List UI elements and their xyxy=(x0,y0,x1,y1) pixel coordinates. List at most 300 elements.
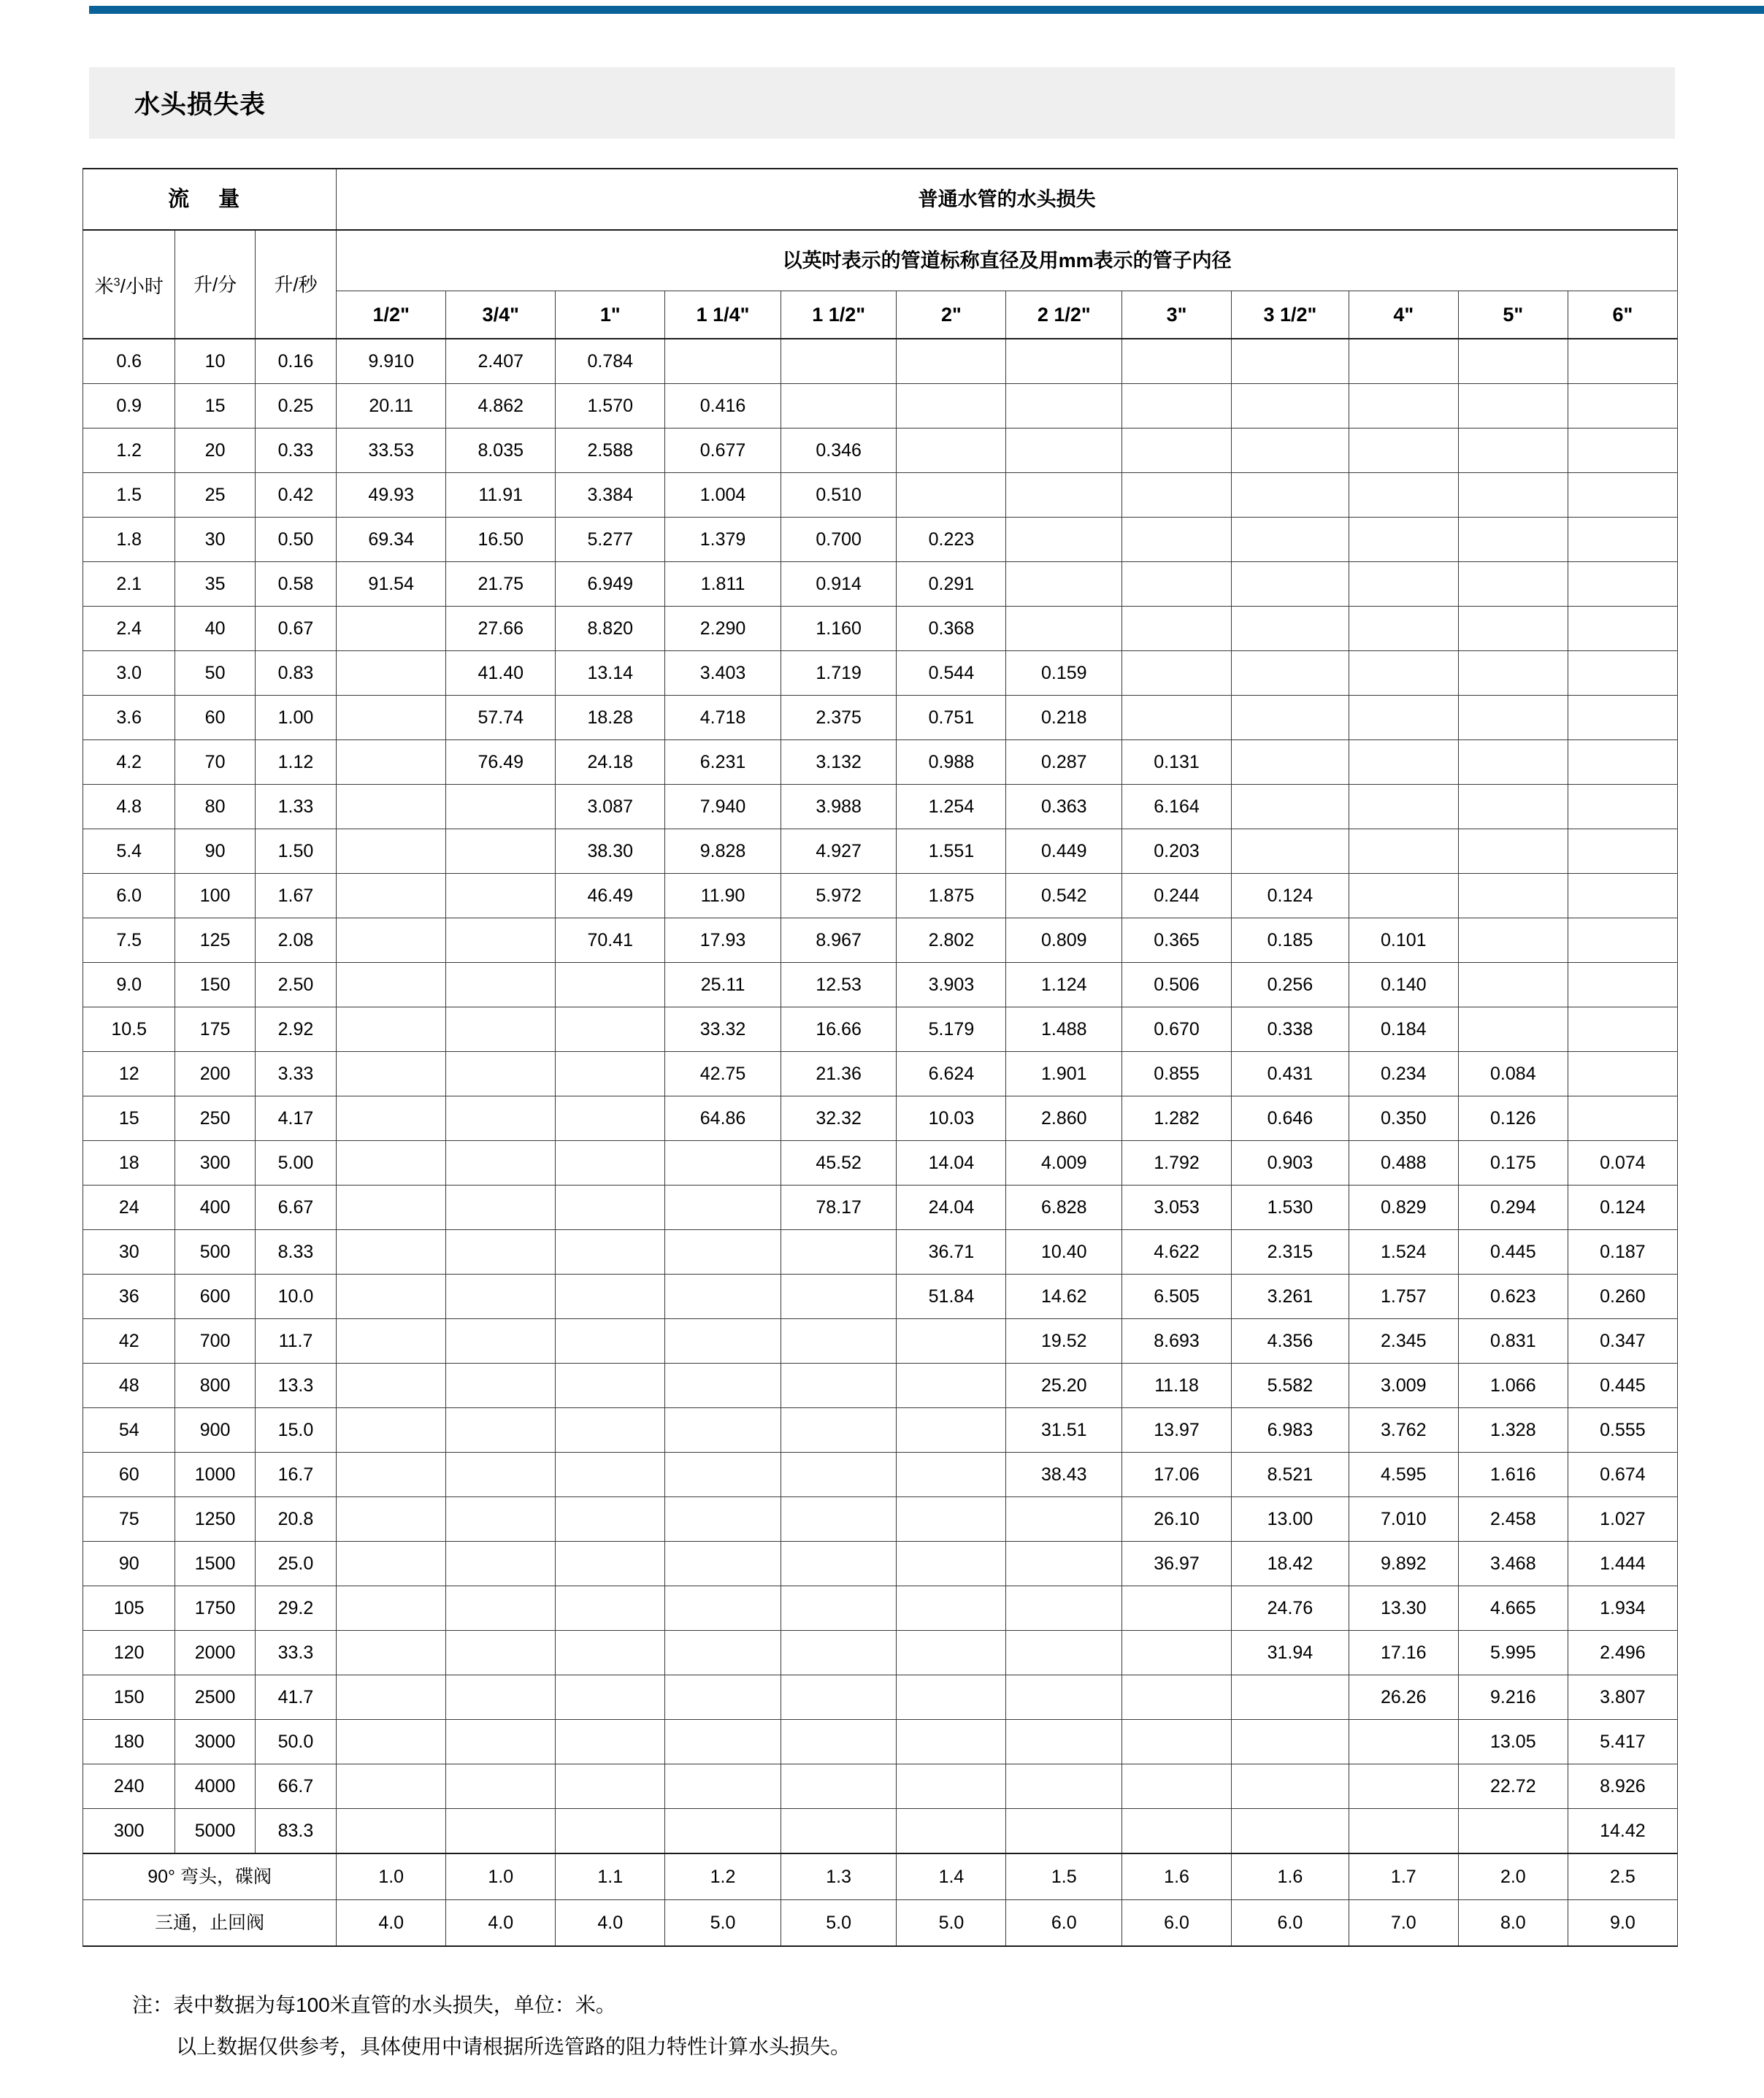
cell-loss-3 xyxy=(1122,1631,1232,1675)
table-row xyxy=(83,339,1678,384)
table-row xyxy=(83,1809,1678,1854)
cell-fitting-4: 7.0 xyxy=(1349,1900,1458,1947)
cell-loss-212: 0.287 xyxy=(1006,740,1122,785)
pipe-size-header-8: 3 1/2" xyxy=(1232,291,1349,339)
cell-fitting-312: 1.6 xyxy=(1232,1853,1349,1900)
cell-loss-112 xyxy=(781,339,897,384)
cell-flow-lps: 25.0 xyxy=(255,1542,336,1586)
cell-loss-12 xyxy=(337,696,446,740)
cell-flow-m3h: 0.9 xyxy=(83,384,175,429)
cell-loss-1 xyxy=(556,1675,665,1720)
cell-loss-34: 2.407 xyxy=(446,339,556,384)
cell-loss-212 xyxy=(1006,473,1122,518)
cell-loss-12: 69.34 xyxy=(337,518,446,562)
cell-loss-3 xyxy=(1122,607,1232,651)
cell-flow-lps: 1.00 xyxy=(255,696,336,740)
cell-loss-312 xyxy=(1232,1720,1349,1764)
cell-loss-5 xyxy=(1458,1007,1568,1052)
table-row xyxy=(83,696,1678,740)
cell-loss-112: 12.53 xyxy=(781,963,897,1007)
cell-loss-3 xyxy=(1122,384,1232,429)
table-row xyxy=(83,1764,1678,1809)
cell-loss-3: 11.18 xyxy=(1122,1364,1232,1408)
cell-flow-lpm: 4000 xyxy=(175,1764,255,1809)
cell-loss-5 xyxy=(1458,429,1568,473)
cell-loss-5: 0.623 xyxy=(1458,1275,1568,1319)
cell-flow-m3h: 1.5 xyxy=(83,473,175,518)
cell-loss-12 xyxy=(337,1007,446,1052)
cell-loss-114 xyxy=(665,1720,781,1764)
cell-loss-34 xyxy=(446,1497,556,1542)
cell-loss-3 xyxy=(1122,1720,1232,1764)
cell-loss-312 xyxy=(1232,339,1349,384)
cell-loss-2: 0.291 xyxy=(897,562,1006,607)
cell-loss-112 xyxy=(781,1408,897,1453)
pipe-size-header-10: 5" xyxy=(1458,291,1568,339)
cell-loss-114: 9.828 xyxy=(665,829,781,874)
cell-loss-34: 16.50 xyxy=(446,518,556,562)
cell-flow-lpm: 25 xyxy=(175,473,255,518)
cell-loss-3: 0.131 xyxy=(1122,740,1232,785)
cell-loss-114: 7.940 xyxy=(665,785,781,829)
cell-loss-5: 2.458 xyxy=(1458,1497,1568,1542)
cell-loss-1 xyxy=(556,1275,665,1319)
cell-loss-5 xyxy=(1458,384,1568,429)
pipe-size-header-0: 1/2" xyxy=(337,291,446,339)
flow-unit-lps: 升/秒 xyxy=(255,230,336,339)
cell-flow-m3h: 0.6 xyxy=(83,339,175,384)
cell-fitting-1: 1.1 xyxy=(556,1853,665,1900)
cell-loss-1: 18.28 xyxy=(556,696,665,740)
page-title: 水头损失表 xyxy=(134,91,266,119)
cell-flow-lps: 15.0 xyxy=(255,1408,336,1453)
cell-loss-6 xyxy=(1568,829,1677,874)
pipe-size-header-9: 4" xyxy=(1349,291,1458,339)
cell-loss-5: 9.216 xyxy=(1458,1675,1568,1720)
cell-loss-312: 8.521 xyxy=(1232,1453,1349,1497)
cell-loss-6: 0.347 xyxy=(1568,1319,1677,1364)
cell-loss-312 xyxy=(1232,740,1349,785)
cell-loss-114 xyxy=(665,1453,781,1497)
cell-loss-1 xyxy=(556,1319,665,1364)
cell-fitting-212: 6.0 xyxy=(1006,1900,1122,1947)
cell-loss-112 xyxy=(781,1631,897,1675)
cell-flow-lpm: 300 xyxy=(175,1141,255,1186)
cell-flow-m3h: 24 xyxy=(83,1186,175,1230)
cell-loss-34 xyxy=(446,1007,556,1052)
cell-loss-212 xyxy=(1006,1720,1122,1764)
cell-loss-5 xyxy=(1458,1809,1568,1854)
cell-loss-34: 57.74 xyxy=(446,696,556,740)
cell-loss-114 xyxy=(665,1408,781,1453)
cell-loss-212: 10.40 xyxy=(1006,1230,1122,1275)
cell-loss-12: 9.910 xyxy=(337,339,446,384)
cell-flow-lps: 0.16 xyxy=(255,339,336,384)
cell-loss-6 xyxy=(1568,740,1677,785)
cell-loss-1 xyxy=(556,1364,665,1408)
cell-loss-1: 3.384 xyxy=(556,473,665,518)
cell-flow-m3h: 4.8 xyxy=(83,785,175,829)
cell-loss-1 xyxy=(556,1542,665,1586)
cell-loss-3 xyxy=(1122,1764,1232,1809)
cell-loss-1 xyxy=(556,1141,665,1186)
cell-loss-1 xyxy=(556,963,665,1007)
table-row xyxy=(83,785,1678,829)
cell-loss-114: 42.75 xyxy=(665,1052,781,1096)
table-body xyxy=(83,339,1678,1946)
cell-loss-5: 4.665 xyxy=(1458,1586,1568,1631)
cell-loss-5: 1.328 xyxy=(1458,1408,1568,1453)
cell-loss-6: 0.124 xyxy=(1568,1186,1677,1230)
cell-loss-112 xyxy=(781,1319,897,1364)
cell-fitting-34: 4.0 xyxy=(446,1900,556,1947)
cell-loss-312 xyxy=(1232,1809,1349,1854)
cell-loss-312: 4.356 xyxy=(1232,1319,1349,1364)
cell-flow-m3h: 54 xyxy=(83,1408,175,1453)
cell-loss-3: 6.164 xyxy=(1122,785,1232,829)
fitting-row xyxy=(83,1853,1678,1900)
cell-loss-2: 5.179 xyxy=(897,1007,1006,1052)
cell-loss-212: 4.009 xyxy=(1006,1141,1122,1186)
cell-loss-34: 4.862 xyxy=(446,384,556,429)
cell-flow-lpm: 150 xyxy=(175,963,255,1007)
cell-loss-2: 1.875 xyxy=(897,874,1006,918)
cell-flow-lps: 2.08 xyxy=(255,918,336,963)
pipe-size-header-11: 6" xyxy=(1568,291,1677,339)
cell-flow-m3h: 6.0 xyxy=(83,874,175,918)
cell-loss-4: 26.26 xyxy=(1349,1675,1458,1720)
cell-loss-2: 1.254 xyxy=(897,785,1006,829)
diameter-group-header: 以英吋表示的管道标称直径及用mm表示的管子内径 xyxy=(337,230,1678,291)
table-row xyxy=(83,651,1678,696)
cell-loss-112: 2.375 xyxy=(781,696,897,740)
cell-flow-m3h: 90 xyxy=(83,1542,175,1586)
table-row xyxy=(83,429,1678,473)
table-row xyxy=(83,1096,1678,1141)
cell-loss-312 xyxy=(1232,473,1349,518)
cell-loss-2 xyxy=(897,1631,1006,1675)
cell-loss-5 xyxy=(1458,785,1568,829)
cell-fitting-1: 4.0 xyxy=(556,1900,665,1947)
table-row xyxy=(83,1408,1678,1453)
cell-loss-12 xyxy=(337,874,446,918)
cell-loss-112 xyxy=(781,1364,897,1408)
cell-loss-12 xyxy=(337,1052,446,1096)
cell-flow-lpm: 600 xyxy=(175,1275,255,1319)
cell-loss-1 xyxy=(556,1186,665,1230)
cell-loss-3: 0.670 xyxy=(1122,1007,1232,1052)
cell-loss-12 xyxy=(337,1275,446,1319)
cell-flow-m3h: 75 xyxy=(83,1497,175,1542)
cell-flow-lpm: 1000 xyxy=(175,1453,255,1497)
cell-loss-6 xyxy=(1568,384,1677,429)
cell-loss-4: 1.757 xyxy=(1349,1275,1458,1319)
cell-loss-3 xyxy=(1122,518,1232,562)
cell-flow-lpm: 60 xyxy=(175,696,255,740)
cell-loss-12 xyxy=(337,651,446,696)
cell-loss-12 xyxy=(337,918,446,963)
cell-flow-lps: 0.83 xyxy=(255,651,336,696)
cell-flow-lps: 29.2 xyxy=(255,1586,336,1631)
cell-loss-212 xyxy=(1006,339,1122,384)
cell-loss-5: 0.084 xyxy=(1458,1052,1568,1096)
table-row xyxy=(83,1275,1678,1319)
cell-flow-lpm: 35 xyxy=(175,562,255,607)
cell-loss-5 xyxy=(1458,874,1568,918)
cell-fitting-212: 1.5 xyxy=(1006,1853,1122,1900)
cell-flow-m3h: 7.5 xyxy=(83,918,175,963)
cell-loss-4: 1.524 xyxy=(1349,1230,1458,1275)
cell-loss-5: 5.995 xyxy=(1458,1631,1568,1675)
cell-loss-112: 21.36 xyxy=(781,1052,897,1096)
cell-loss-5 xyxy=(1458,562,1568,607)
cell-loss-6 xyxy=(1568,339,1677,384)
cell-loss-114 xyxy=(665,1275,781,1319)
cell-loss-6: 1.934 xyxy=(1568,1586,1677,1631)
table-row xyxy=(83,1542,1678,1586)
cell-loss-6 xyxy=(1568,518,1677,562)
cell-loss-5: 3.468 xyxy=(1458,1542,1568,1586)
cell-loss-114: 17.93 xyxy=(665,918,781,963)
cell-loss-112: 45.52 xyxy=(781,1141,897,1186)
cell-loss-114: 2.290 xyxy=(665,607,781,651)
cell-loss-2 xyxy=(897,1675,1006,1720)
cell-loss-5: 0.294 xyxy=(1458,1186,1568,1230)
table-row xyxy=(83,473,1678,518)
cell-loss-34: 8.035 xyxy=(446,429,556,473)
cell-loss-4: 0.488 xyxy=(1349,1141,1458,1186)
cell-loss-4 xyxy=(1349,384,1458,429)
cell-loss-1 xyxy=(556,1720,665,1764)
cell-loss-12: 33.53 xyxy=(337,429,446,473)
cell-loss-2 xyxy=(897,1364,1006,1408)
table-head xyxy=(83,169,1678,339)
cell-loss-4 xyxy=(1349,562,1458,607)
cell-loss-4 xyxy=(1349,473,1458,518)
cell-loss-6: 1.027 xyxy=(1568,1497,1677,1542)
cell-loss-112: 1.719 xyxy=(781,651,897,696)
cell-loss-1 xyxy=(556,1764,665,1809)
cell-loss-112 xyxy=(781,1275,897,1319)
cell-loss-1 xyxy=(556,1631,665,1675)
cell-flow-m3h: 1.8 xyxy=(83,518,175,562)
cell-loss-2 xyxy=(897,1809,1006,1854)
cell-loss-212: 0.363 xyxy=(1006,785,1122,829)
cell-loss-12 xyxy=(337,1408,446,1453)
cell-loss-6 xyxy=(1568,562,1677,607)
cell-loss-12 xyxy=(337,1364,446,1408)
cell-loss-2: 3.903 xyxy=(897,963,1006,1007)
cell-loss-114: 0.677 xyxy=(665,429,781,473)
pipe-size-header-2: 1" xyxy=(556,291,665,339)
cell-loss-312: 31.94 xyxy=(1232,1631,1349,1675)
cell-flow-m3h: 12 xyxy=(83,1052,175,1096)
cell-loss-6: 8.926 xyxy=(1568,1764,1677,1809)
cell-loss-34 xyxy=(446,1809,556,1854)
cell-loss-4 xyxy=(1349,1764,1458,1809)
cell-loss-1: 70.41 xyxy=(556,918,665,963)
cell-loss-114 xyxy=(665,1364,781,1408)
table-row xyxy=(83,740,1678,785)
cell-loss-114 xyxy=(665,1586,781,1631)
cell-flow-lps: 0.50 xyxy=(255,518,336,562)
cell-loss-1: 5.277 xyxy=(556,518,665,562)
cell-loss-3: 1.792 xyxy=(1122,1141,1232,1186)
cell-loss-114: 0.416 xyxy=(665,384,781,429)
cell-loss-5 xyxy=(1458,607,1568,651)
cell-flow-lps: 1.33 xyxy=(255,785,336,829)
cell-flow-lpm: 30 xyxy=(175,518,255,562)
cell-loss-112: 32.32 xyxy=(781,1096,897,1141)
cell-flow-lps: 2.92 xyxy=(255,1007,336,1052)
cell-loss-114: 11.90 xyxy=(665,874,781,918)
cell-loss-34: 27.66 xyxy=(446,607,556,651)
cell-loss-4 xyxy=(1349,651,1458,696)
cell-loss-3 xyxy=(1122,339,1232,384)
cell-loss-3: 0.244 xyxy=(1122,874,1232,918)
cell-loss-12 xyxy=(337,1186,446,1230)
cell-loss-212 xyxy=(1006,562,1122,607)
cell-loss-312: 3.261 xyxy=(1232,1275,1349,1319)
cell-flow-lpm: 100 xyxy=(175,874,255,918)
cell-loss-4: 13.30 xyxy=(1349,1586,1458,1631)
table-row xyxy=(83,1631,1678,1675)
cell-flow-m3h: 240 xyxy=(83,1764,175,1809)
cell-loss-4: 0.350 xyxy=(1349,1096,1458,1141)
cell-loss-1 xyxy=(556,1230,665,1275)
cell-loss-3: 36.97 xyxy=(1122,1542,1232,1586)
cell-flow-m3h: 2.1 xyxy=(83,562,175,607)
cell-loss-6: 0.674 xyxy=(1568,1453,1677,1497)
cell-flow-m3h: 180 xyxy=(83,1720,175,1764)
cell-fitting-2: 1.4 xyxy=(897,1853,1006,1900)
cell-loss-6: 2.496 xyxy=(1568,1631,1677,1675)
cell-flow-m3h: 120 xyxy=(83,1631,175,1675)
cell-loss-2 xyxy=(897,384,1006,429)
cell-flow-lps: 16.7 xyxy=(255,1453,336,1497)
cell-loss-6 xyxy=(1568,696,1677,740)
cell-loss-4: 0.140 xyxy=(1349,963,1458,1007)
cell-flow-lps: 41.7 xyxy=(255,1675,336,1720)
header-row-subgroup xyxy=(83,230,1678,291)
cell-flow-lpm: 10 xyxy=(175,339,255,384)
cell-loss-4: 2.345 xyxy=(1349,1319,1458,1364)
cell-loss-2 xyxy=(897,1586,1006,1631)
cell-loss-312: 0.185 xyxy=(1232,918,1349,963)
cell-loss-212: 0.809 xyxy=(1006,918,1122,963)
cell-loss-6: 1.444 xyxy=(1568,1542,1677,1586)
cell-loss-312 xyxy=(1232,785,1349,829)
cell-loss-5 xyxy=(1458,518,1568,562)
table-row xyxy=(83,1230,1678,1275)
cell-flow-m3h: 1.2 xyxy=(83,429,175,473)
cell-loss-1: 8.820 xyxy=(556,607,665,651)
cell-flow-lps: 5.00 xyxy=(255,1141,336,1186)
cell-flow-lps: 6.67 xyxy=(255,1186,336,1230)
cell-flow-lpm: 40 xyxy=(175,607,255,651)
cell-loss-34 xyxy=(446,1631,556,1675)
cell-loss-312: 0.256 xyxy=(1232,963,1349,1007)
cell-loss-12 xyxy=(337,1809,446,1854)
cell-loss-34 xyxy=(446,829,556,874)
cell-loss-34 xyxy=(446,785,556,829)
cell-loss-6 xyxy=(1568,651,1677,696)
cell-loss-212 xyxy=(1006,1586,1122,1631)
cell-fitting-4: 1.7 xyxy=(1349,1853,1458,1900)
cell-loss-5 xyxy=(1458,696,1568,740)
cell-loss-212 xyxy=(1006,1809,1122,1854)
cell-flow-m3h: 5.4 xyxy=(83,829,175,874)
cell-loss-4: 3.009 xyxy=(1349,1364,1458,1408)
cell-flow-lps: 0.42 xyxy=(255,473,336,518)
cell-fitting-6: 2.5 xyxy=(1568,1853,1677,1900)
table-row xyxy=(83,1364,1678,1408)
cell-loss-34 xyxy=(446,874,556,918)
cell-loss-114: 1.004 xyxy=(665,473,781,518)
cell-loss-6: 0.445 xyxy=(1568,1364,1677,1408)
cell-loss-3: 8.693 xyxy=(1122,1319,1232,1364)
cell-loss-3: 4.622 xyxy=(1122,1230,1232,1275)
cell-flow-lpm: 2500 xyxy=(175,1675,255,1720)
cell-loss-3 xyxy=(1122,1586,1232,1631)
cell-loss-3: 0.855 xyxy=(1122,1052,1232,1096)
cell-loss-12: 91.54 xyxy=(337,562,446,607)
cell-loss-4: 0.184 xyxy=(1349,1007,1458,1052)
cell-loss-12 xyxy=(337,740,446,785)
cell-loss-3 xyxy=(1122,651,1232,696)
cell-flow-m3h: 2.4 xyxy=(83,607,175,651)
cell-loss-34 xyxy=(446,1675,556,1720)
cell-loss-312 xyxy=(1232,429,1349,473)
cell-flow-lps: 0.58 xyxy=(255,562,336,607)
cell-flow-m3h: 105 xyxy=(83,1586,175,1631)
cell-loss-114: 1.811 xyxy=(665,562,781,607)
cell-loss-34 xyxy=(446,1586,556,1631)
cell-loss-12 xyxy=(337,1319,446,1364)
cell-loss-212: 0.159 xyxy=(1006,651,1122,696)
cell-loss-3 xyxy=(1122,1675,1232,1720)
cell-loss-2 xyxy=(897,1720,1006,1764)
cell-loss-12 xyxy=(337,963,446,1007)
cell-flow-lps: 13.3 xyxy=(255,1364,336,1408)
cell-loss-312: 18.42 xyxy=(1232,1542,1349,1586)
cell-loss-4 xyxy=(1349,696,1458,740)
cell-loss-112 xyxy=(781,1497,897,1542)
cell-loss-4: 0.234 xyxy=(1349,1052,1458,1096)
cell-loss-114: 1.379 xyxy=(665,518,781,562)
cell-flow-lpm: 700 xyxy=(175,1319,255,1364)
cell-loss-12 xyxy=(337,1764,446,1809)
cell-loss-312 xyxy=(1232,1675,1349,1720)
cell-flow-m3h: 300 xyxy=(83,1809,175,1854)
cell-loss-2: 36.71 xyxy=(897,1230,1006,1275)
cell-fitting-112: 1.3 xyxy=(781,1853,897,1900)
cell-loss-2: 0.223 xyxy=(897,518,1006,562)
cell-loss-4 xyxy=(1349,785,1458,829)
cell-loss-312 xyxy=(1232,696,1349,740)
cell-loss-12 xyxy=(337,1586,446,1631)
cell-loss-212: 1.488 xyxy=(1006,1007,1122,1052)
cell-loss-114: 64.86 xyxy=(665,1096,781,1141)
cell-fitting-312: 6.0 xyxy=(1232,1900,1349,1947)
cell-flow-lpm: 250 xyxy=(175,1096,255,1141)
cell-loss-34: 76.49 xyxy=(446,740,556,785)
cell-loss-114 xyxy=(665,1675,781,1720)
table-row xyxy=(83,518,1678,562)
cell-flow-lpm: 3000 xyxy=(175,1720,255,1764)
table-row xyxy=(83,963,1678,1007)
cell-flow-lpm: 20 xyxy=(175,429,255,473)
